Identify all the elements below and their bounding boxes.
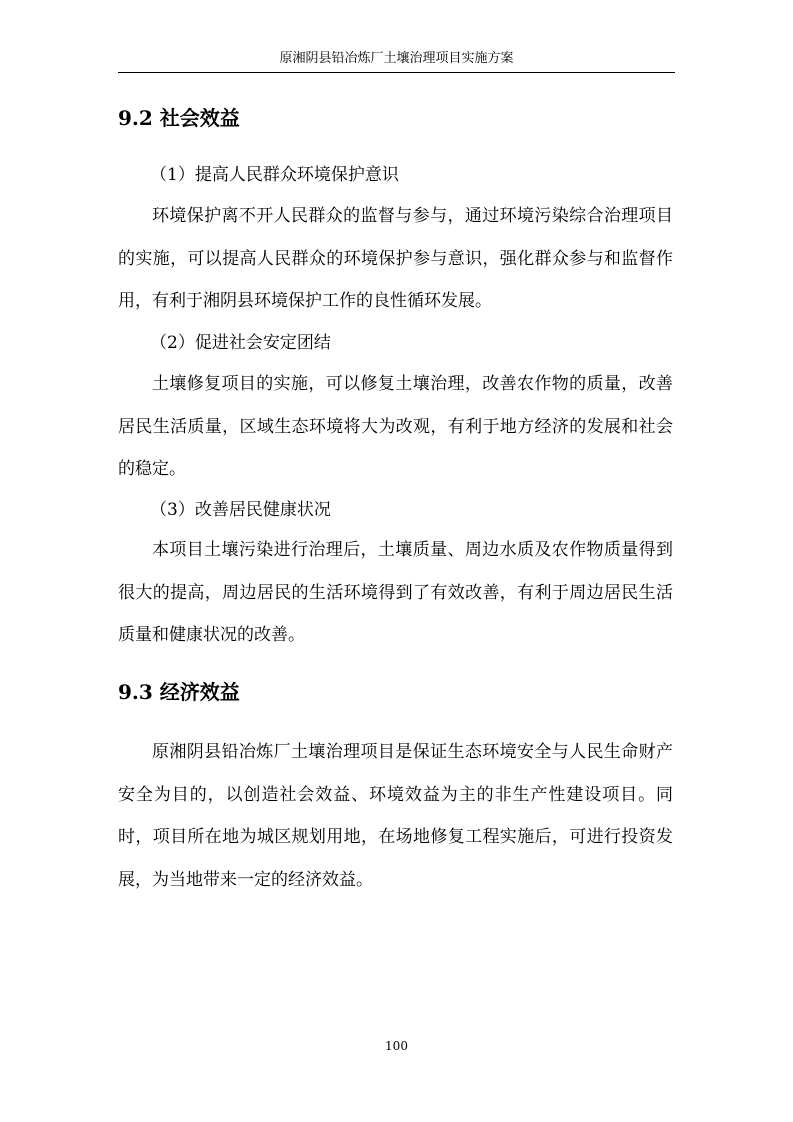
paragraph-2: 土壤修复项目的实施，可以修复土壤治理，改善农作物的质量，改善居民生活质量，区域生态环境将大为改观，有利于地方经济的发展和社会的稳定。 — [118, 374, 673, 479]
page-header: 原湘阴县铅冶炼厂土壤治理项目实施方案 — [279, 51, 514, 66]
subsection-title-3: （3）改善居民健康状况 — [150, 500, 331, 520]
paragraph-1: 环境保护离不开人民群众的监督与参与，通过环境污染综合治理项目的实施，可以提高人民群众的环境保护参与意识，强化群众参与和监督作用，有利于湘阴县环境保护工作的良性循环发展。 — [118, 206, 673, 311]
page-number: 100 — [385, 1039, 408, 1053]
paragraph-3: 本项目土壤污染进行治理后，土壤质量、周边水质及农作物质量得到很大的提高，周边居民的生活环境得到了有效改善，有利于周边居民生活质量和健康状况的改善。 — [118, 540, 673, 645]
paragraph-economic: 原湘阴县铅冶炼厂土壤治理项目是保证生态环境安全与人民生命财产安全为目的，以创造社会效益、环境效益为主的非生产性建设项目。同时，项目所在地为城区规划用地，在场地修复工程实施后，可进行投资发展，为当地带来一定的经济效益。 — [118, 742, 673, 890]
section-heading-9-2: 9.2 社会效益 — [118, 106, 240, 130]
section-heading-9-3: 9.3 经济效益 — [118, 680, 240, 704]
header-divider — [118, 72, 675, 73]
subsection-title-2: （2）促进社会安定团结 — [150, 333, 331, 353]
subsection-title-1: （1）提高人民群众环境保护意识 — [150, 165, 399, 185]
